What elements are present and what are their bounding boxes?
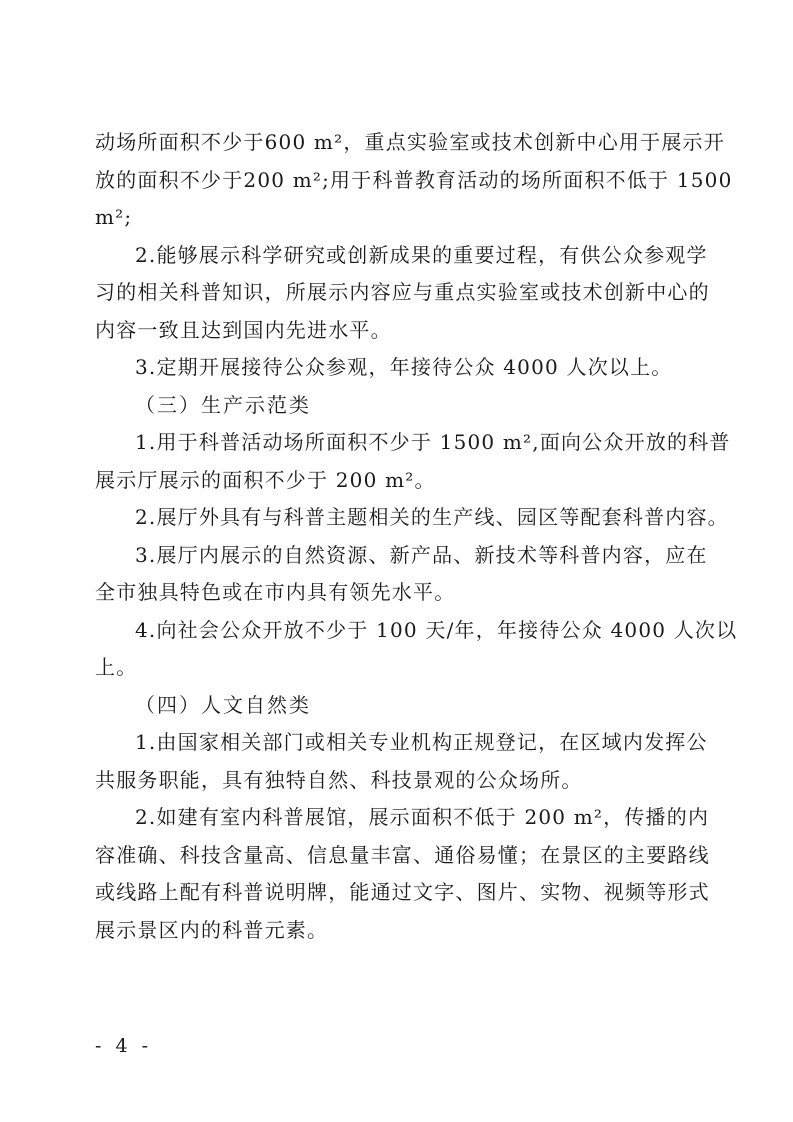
text-line: 放的面积不少于200 m²;用于科普教育活动的场所面积不低于 1500	[95, 167, 733, 192]
text-line: 动场所面积不少于600 m²，重点实验室或技术创新中心用于展示开	[95, 130, 725, 154]
text-line: 共服务职能，具有独特自然、科技景观的公众场所。	[95, 767, 583, 792]
text-line: m²;	[95, 205, 133, 229]
text-line: 容准确、科技含量高、信息量丰富、通俗易懂；在景区的主要路线	[95, 842, 710, 867]
page-number: - 4 -	[95, 1035, 153, 1057]
text-line: 全市独具特色或在市内具有领先水平。	[95, 580, 456, 604]
text-line: 展示厅展示的面积不少于 200 m²。	[95, 467, 436, 492]
text-line: 展示景区内的科普元素。	[95, 917, 329, 942]
text-line: 4.向社会公众开放不少于 100 天/年，年接待公众 4000 人次以	[135, 617, 738, 642]
text-line: 3.定期开展接待公众参观，年接待公众 4000 人次以上。	[135, 355, 673, 379]
text-line: 1.由国家相关部门或相关专业机构正规登记，在区域内发挥公	[135, 730, 708, 754]
text-line: 内容一致且达到国内先进水平。	[95, 317, 392, 342]
document-body	[95, 124, 738, 949]
text-line: 或线路上配有科普说明牌，能通过文字、图片、实物、视频等形式	[95, 880, 710, 904]
section-heading-production: （三）生产示范类	[135, 392, 311, 417]
text-line: 1.用于科普活动场所面积不少于 1500 m²,面向公众开放的科普	[135, 430, 731, 454]
text-line: 2.如建有室内科普展馆，展示面积不低于 200 m²，传播的内	[135, 805, 710, 829]
text-line: 3.展厅内展示的自然资源、新产品、新技术等科普内容，应在	[135, 542, 708, 567]
text-line: 习的相关科普知识，所展示内容应与重点实验室或技术创新中心的	[95, 280, 710, 304]
text-line: 上。	[95, 655, 138, 679]
text-line: 2.展厅外具有与科普主题相关的生产线、园区等配套科普内容。	[135, 505, 729, 529]
section-heading-humanities-nature: （四）人文自然类	[135, 692, 311, 717]
text-line: 2.能够展示科学研究或创新成果的重要过程，有供公众参观学	[135, 242, 708, 267]
